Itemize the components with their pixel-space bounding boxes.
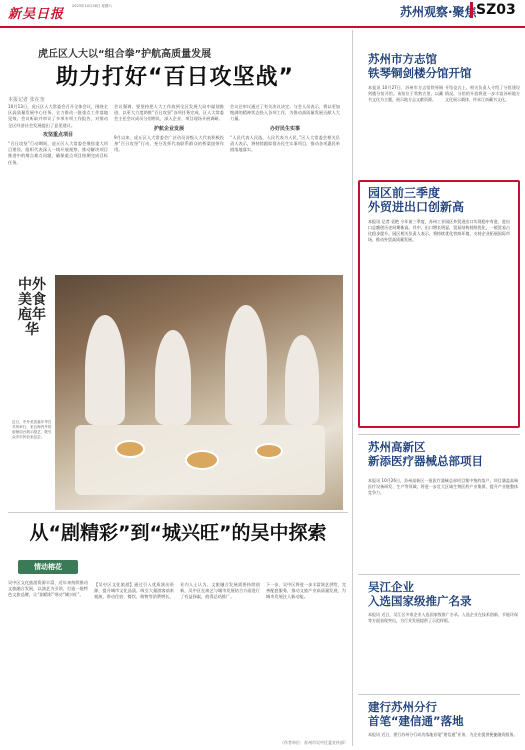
column-divider — [352, 30, 353, 746]
dish — [115, 440, 145, 458]
lead-paragraph: “人民代表人民选，人民代表为人民。”区人大常委会相关负责人表示，将持续跟踪督办民生实事项目，推动各项惠民举措落地落实。 — [230, 134, 340, 153]
section-title: 苏州观察·聚焦 — [400, 5, 477, 19]
newspaper-logo: 新吴日报 — [8, 7, 65, 22]
right-body-1: 本报讯 10月27日，苏州市方志馆铁琴铜剑楼分馆开馆。该馆位于常熟古里，以藏书文化为主题，展示地方志文献资源。 — [368, 85, 443, 102]
right-body-1b: 开馆仪式上，相关负责人介绍了分馆建设情况。分馆的开放将进一步丰富苏州地方文化展示载体，传承江南藏书文化。 — [445, 85, 520, 102]
masthead — [0, 0, 525, 28]
right-headline-1: 苏州市方志馆 铁琴铜剑楼分馆开馆 — [368, 52, 472, 80]
dish — [255, 443, 283, 459]
lead-paragraph: “百日攻坚”行动期间，虎丘区人大常委会聚焦重大项目建设，组织代表深入一线开展视察，推动解决项目推进中的堵点难点问题，确保重点项目按期完成目标任务。 — [8, 141, 108, 165]
bottom-column: 下一步，吴中区将进一步丰富演艺供给，完善配套服务，推动文旅产业高质量发展，为城市发展注入新动能。 — [266, 582, 346, 600]
right-headline-4: 吴江企业 入选国家级推广名录 — [368, 580, 472, 608]
section-divider — [358, 574, 520, 575]
chef-figure — [225, 305, 267, 425]
lead-paragraph: 9月以来，虎丘区人大常委会广泛动员各级人大代表积极投身“百日攻坚”行动，充分发挥代表联系群众的桥梁纽带作用。 — [114, 134, 224, 153]
lead-column-a — [8, 104, 108, 166]
lead-subhead: 攻坚重点项目 — [42, 131, 73, 138]
right-headline-5: 建行苏州分行 首笔“建信通”落地 — [368, 700, 464, 728]
bottom-column: 业内人士认为，文旅融合发展需要持续创新，吴中区在演艺与城市发展结合方面进行了有益探索，值得总结推广。 — [180, 582, 260, 600]
bottom-column: 吴中区文化旅游资源丰富，近年来持续推动文旅融合发展，以演艺为引领，打造一批特色文旅品牌，让“剧精彩”带动“城兴旺”。 — [8, 580, 88, 598]
lead-paragraph: 会议强调，要坚持把人大工作放到全区发展大局中谋划推进，以更大力度助推“百日攻坚”各项任务完成。区人大常委会主任会议成员分别带队，深入企业、项目现场开展调研。 — [114, 104, 224, 122]
bottom-author: （作者单位：苏州市吴中区委宣传部） — [280, 740, 348, 745]
lead-column-c — [230, 104, 340, 153]
section-divider — [358, 694, 520, 695]
lead-byline: 本报记者 张在奎 — [8, 97, 45, 103]
right-body-5: 本报讯 近日，建行苏州分行成功落地首笔“建信通”业务，为企业提供便捷融资服务。 — [368, 732, 518, 737]
highlight-headline: 园区前三季度 外贸进出口创新高 — [368, 186, 465, 214]
lead-subhead: 办好民生实事 — [269, 125, 300, 132]
lead-kicker: 虎丘区人大以“组合拳”护航高质量发展 — [38, 49, 212, 60]
bottom-headline: 从“剧精彩”到“城兴旺”的吴中探索 — [29, 522, 327, 544]
highlight-body: 本报讯 记者 袁艳 今年前三季度，苏州工业园区外贸进出口实现稳中有进，进出口总额创历史同期新高。其中，出口增长明显，贸易结构持续优化，一般贸易占比稳步提升。园区相关负责人表示，将持续优化营商环境，支持企业拓展国际市场，推动外贸高质量发展。 — [368, 219, 510, 242]
section-divider — [8, 512, 348, 513]
section-divider — [358, 434, 520, 435]
dish — [185, 450, 219, 470]
lead-paragraph: 10月13日，虎丘区人大常委会召开全体会议，围绕全区高质量发展中心任务，全力推动一批重点工作落地见效。会议听取并审议了多项专项工作报告，对推动全区经济社会发展提出了意见建议。 — [8, 104, 108, 128]
right-headline-3: 苏州高新区 新添医疗器械总部项目 — [368, 440, 483, 468]
chef-figure — [85, 315, 125, 425]
chef-figure — [285, 335, 319, 425]
page-number: SZ03 — [470, 2, 516, 18]
issue-meta: 2023年10月28日 星期六 — [72, 4, 112, 8]
food-festival-photo — [55, 275, 343, 510]
feature-caption: 近日，中外美食嘉年华在苏州举行，来自海内外的厨师同台展示厨艺，吸引众多市民前来品尝。 — [12, 420, 52, 439]
column-tag: 情动榕花 — [18, 560, 78, 574]
right-body-4: 本报讯 近日，吴江区多家企业入选国家级推广名录。入选企业在技术创新、节能环保等方面表现突出，为行业发展提供了示范样板。 — [368, 612, 518, 623]
lead-subhead: 护航企业发展 — [153, 125, 184, 132]
highlighted-article — [358, 180, 520, 428]
chef-figure — [155, 330, 191, 425]
lead-column-b — [114, 104, 224, 153]
bottom-column: 【吴中区文化旅游】通过引入优质演出资源，提升城市文化品质，吸引大量游客前来观演，带动住宿、餐饮、购物等消费增长。 — [94, 582, 174, 600]
lead-paragraph: 会议还审议通过了有关决议决定。与会人员表示，将以更加饱满的精神状态投入各项工作，为推动高质量发展贡献人大力量。 — [230, 104, 340, 122]
right-body-3: 本报讯 10月26日，苏州高新区一批医疗器械总部项目集中签约落户。项目涵盖高端医疗设备研发、生产等领域，将进一步壮大区域生物医药产业集群，提升产业链整体竞争力。 — [368, 478, 518, 495]
feature-vertical-title: 中外美食庖年华 — [18, 277, 46, 338]
lead-headline: 助力打好“百日攻坚战” — [56, 65, 294, 90]
